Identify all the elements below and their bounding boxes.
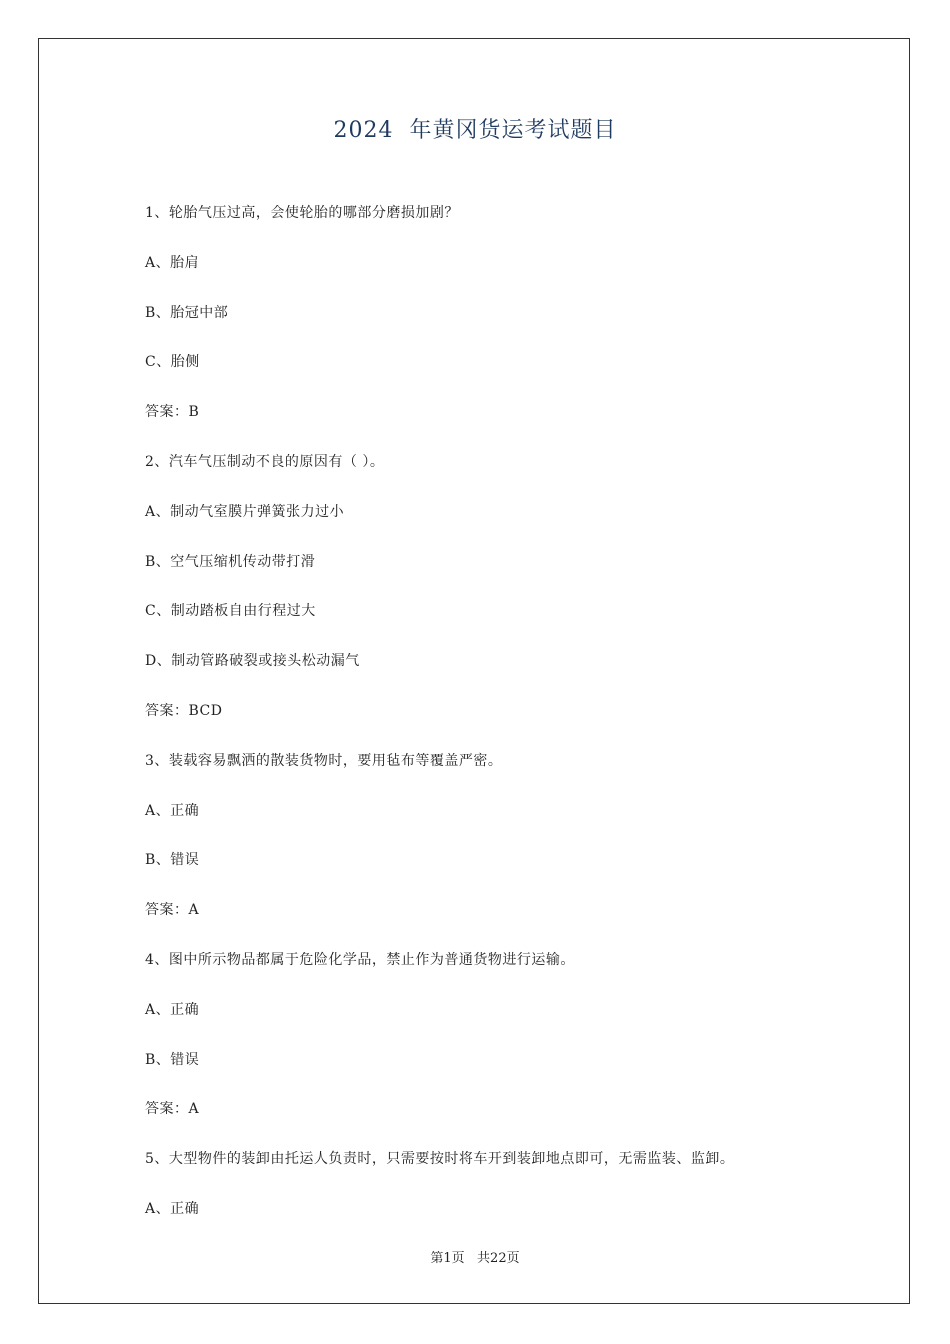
question-1-option-c: C、胎侧 xyxy=(145,354,200,371)
question-3-option-a: A、正确 xyxy=(145,802,200,819)
question-4-answer: 答案：A xyxy=(145,1101,200,1118)
question-5-option-a: A、正确 xyxy=(145,1200,200,1217)
question-3-option-b: B、错误 xyxy=(145,852,200,869)
question-4-option-a: A、正确 xyxy=(145,1001,200,1018)
question-2-option-c: C、制动踏板自由行程过大 xyxy=(145,603,316,620)
question-2-text: 2、汽车气压制动不良的原因有（ ）。 xyxy=(145,453,385,470)
question-list xyxy=(145,203,865,1249)
question-4-option-b: B、错误 xyxy=(145,1051,200,1068)
document-title: 2024 年黄冈货运考试题目 xyxy=(333,118,617,143)
question-3-answer: 答案：A xyxy=(145,902,200,919)
question-2-option-d: D、制动管路破裂或接头松动漏气 xyxy=(145,653,360,670)
question-5-text: 5、大型物件的装卸由托运人负责时，只需要按时将车开到装卸地点即可，无需监装、监卸。 xyxy=(145,1151,735,1168)
question-3-text: 3、装载容易飘洒的散装货物时，要用毡布等覆盖严密。 xyxy=(145,752,503,769)
question-2-option-a: A、制动气室膜片弹簧张力过小 xyxy=(145,503,345,520)
question-2-option-b: B、空气压缩机传动带打滑 xyxy=(145,553,316,570)
question-4-text: 4、图中所示物品都属于危险化学品，禁止作为普通货物进行运输。 xyxy=(145,951,575,968)
question-1-text: 1、轮胎气压过高，会使轮胎的哪部分磨损加剧？ xyxy=(145,205,459,221)
question-1-option-a: A、胎肩 xyxy=(145,254,200,271)
question-1-answer: 答案：B xyxy=(145,404,200,421)
question-1-option-b: B、胎冠中部 xyxy=(145,304,229,321)
page-footer: 第1页 共22页 xyxy=(430,1251,520,1266)
question-2-answer: 答案：BCD xyxy=(145,702,223,719)
